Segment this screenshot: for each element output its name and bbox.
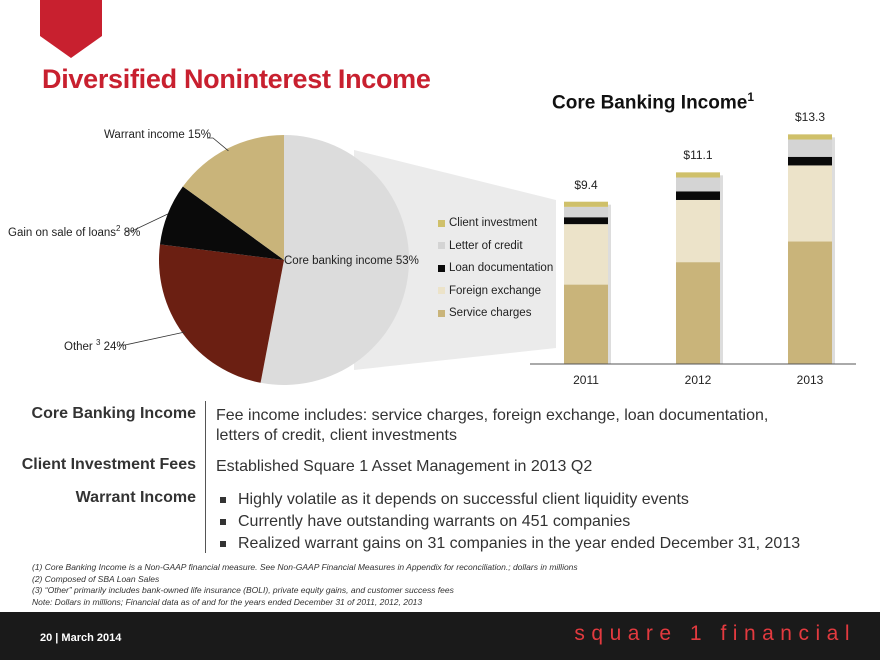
warrant-bullet-list (216, 490, 816, 556)
info-text-client-investment: Established Square 1 Asset Management in 2013 Q2 (216, 458, 593, 475)
bar-segment (788, 157, 832, 166)
footnote: (1) Core Banking Income is a Non-GAAP financial measure. See Non-GAAP Financial Measures in Appendix for reconciliation.; dollars in millions (32, 562, 578, 572)
bar-segment (788, 165, 832, 241)
bar-segment (788, 140, 832, 157)
info-label-client-investment: Client Investment Fees (21, 456, 196, 473)
bullet-item: Realized warrant gains on 31 companies in the year ended December 31, 2013 (216, 534, 816, 554)
legend-swatch (438, 287, 445, 294)
bar-total-label: $9.4 (574, 177, 598, 192)
footnote: (3) “Other” primarily includes bank-owned life insurance (BOLI), private equity gains, and customer success fees (32, 585, 454, 596)
bar-shadow (832, 137, 835, 364)
legend-swatch (438, 220, 445, 227)
legend-item (438, 280, 553, 303)
x-tick-label: 2011 (573, 373, 599, 387)
bar-shadow (608, 205, 611, 364)
legend-swatch (438, 310, 445, 317)
bar-segment (676, 178, 720, 192)
bar-segment (676, 262, 720, 364)
info-text-core-banking: Fee income includes: service charges, foreign exchange, loan documentation, letters of credit, client investments (216, 407, 769, 444)
pie-label-warrant: Warrant income 15% (104, 129, 211, 141)
legend-label: Loan documentation (449, 262, 554, 275)
pie-label-other: Other $^3$ 24% (64, 338, 127, 353)
legend-item (438, 212, 553, 235)
footer-bar (0, 612, 880, 660)
legend-swatch (438, 242, 445, 249)
bar-total-label: $11.1 (683, 148, 713, 163)
bar-segment (788, 134, 832, 139)
info-label-core-banking: Core Banking Income (31, 405, 196, 422)
info-divider (205, 401, 206, 553)
brand-logo-text: square 1 financial (574, 622, 856, 645)
bar-segment (564, 202, 608, 207)
pie-label-core-banking: Core banking income 53% (284, 255, 419, 267)
pie-label-gain-on-sale: Gain on sale of loans$^2$ 8% (8, 224, 141, 239)
legend-item (438, 257, 553, 280)
stacked-bar-chart (564, 134, 835, 364)
bar-segment (788, 241, 832, 364)
page-number-date: 20 | March 2014 (40, 632, 122, 644)
legend-label: Client investment (449, 217, 538, 230)
footnote: (2) Composed of SBA Loan Sales (32, 573, 160, 584)
legend-item (438, 235, 553, 258)
bar-segment (564, 217, 608, 224)
pie-leader-line (119, 332, 185, 345)
bullet-item: Currently have outstanding warrants on 451 companies (216, 512, 816, 532)
bar-chart-title: Core Banking Income$^1$ (552, 90, 755, 114)
info-label-warrant: Warrant Income (75, 489, 196, 506)
bar-segment (676, 172, 720, 177)
bullet-item: Highly volatile as it depends on successful client liquidity events (216, 490, 816, 510)
bar-segment (676, 200, 720, 262)
bar-segment (564, 285, 608, 364)
x-tick-label: 2013 (796, 373, 824, 387)
legend-label: Service charges (449, 307, 532, 320)
bar-shadow (720, 175, 723, 364)
bar-segment (676, 191, 720, 200)
bar-legend (438, 212, 553, 325)
legend-swatch (438, 265, 445, 272)
footnote: Note: Dollars in millions; Financial data as of and for the years ended December 31 of 2011, 2012, 2013 (32, 596, 423, 607)
bar-segment (564, 224, 608, 284)
x-tick-label: 2012 (684, 373, 712, 387)
legend-label: Foreign exchange (449, 284, 542, 297)
page-title: Diversified Noninterest Income (42, 64, 431, 94)
bar-total-label: $13.3 (794, 110, 826, 125)
legend-item (438, 302, 553, 325)
legend-label: Letter of credit (449, 239, 523, 252)
bar-segment (564, 207, 608, 217)
footnotes (32, 562, 578, 608)
